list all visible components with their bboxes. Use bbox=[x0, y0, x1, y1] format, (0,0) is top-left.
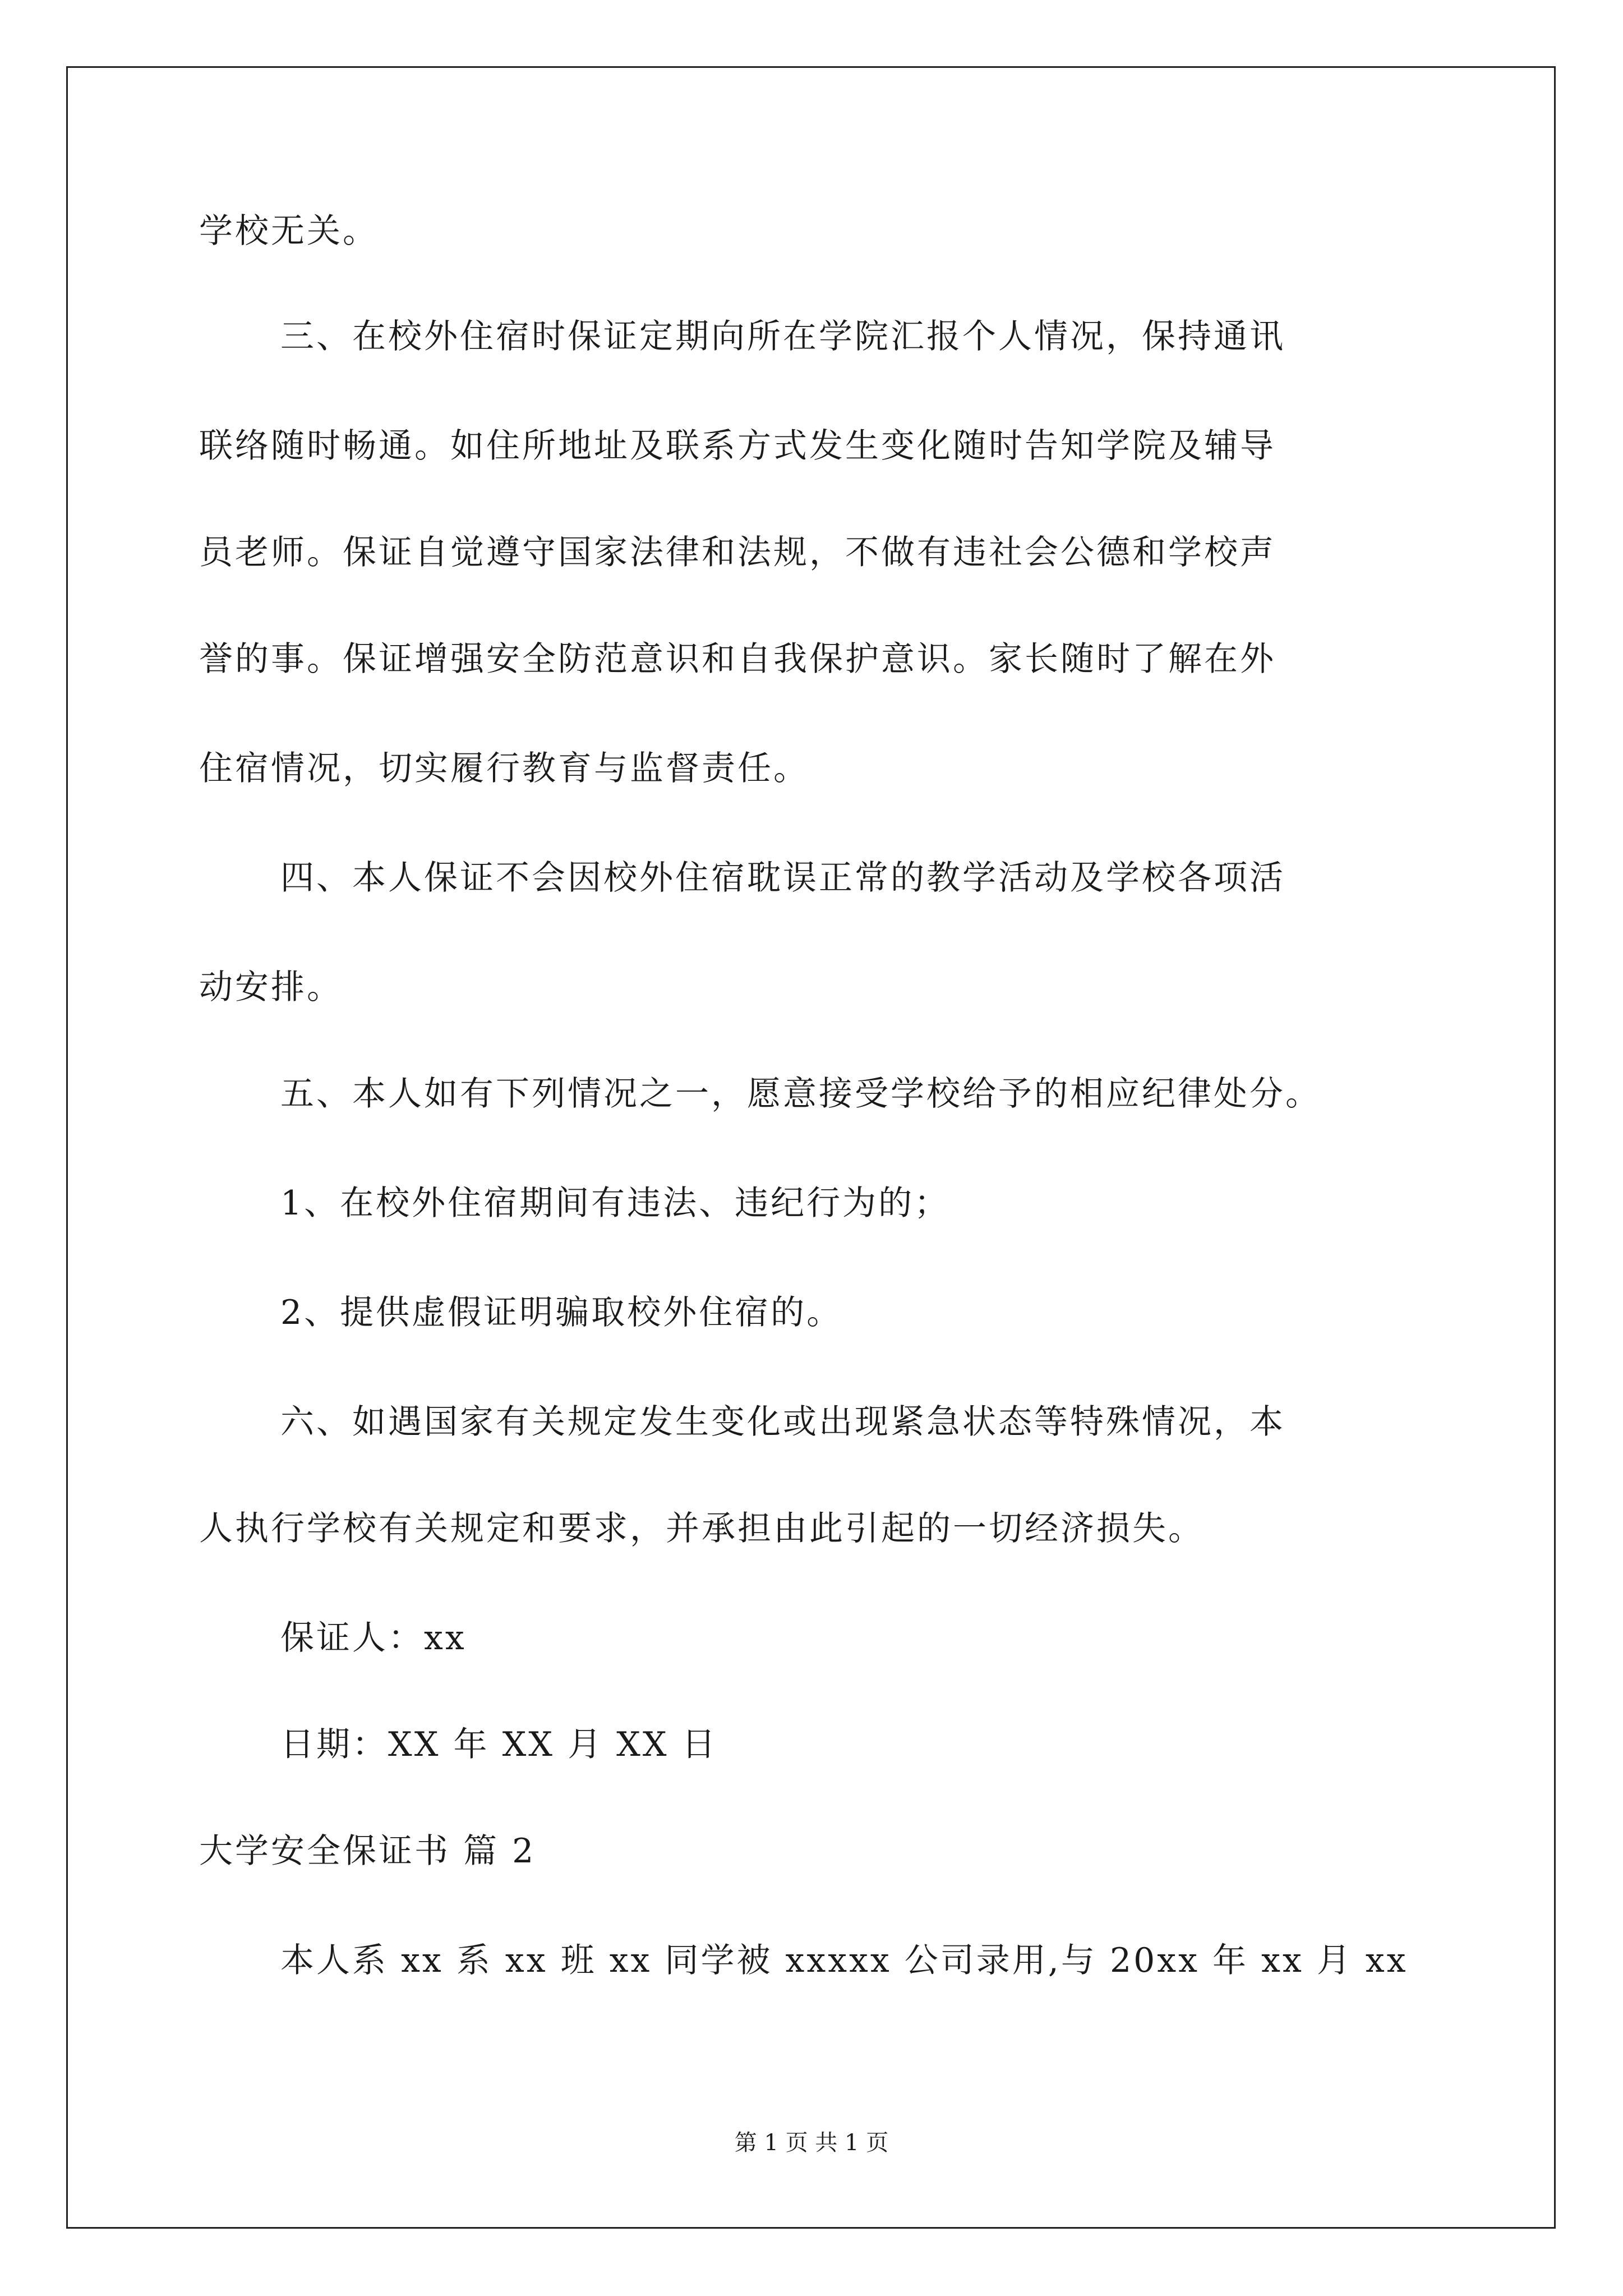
section-heading: 大学安全保证书 篇 2 bbox=[199, 1832, 536, 1871]
paragraph-line-8: 动安排。 bbox=[199, 968, 343, 1007]
paragraph-line-2: 三、在校外住宿时保证定期向所在学院汇报个人情况，保持通讯 bbox=[280, 317, 1285, 356]
guarantor-line: 保证人：xx bbox=[280, 1618, 467, 1658]
paragraph-line-3: 联络随时畅通。如住所地址及联系方式发生变化随时告知学院及辅导 bbox=[199, 426, 1276, 466]
paragraph-line-1: 学校无关。 bbox=[199, 211, 379, 251]
paragraph-line-17: 本人系 xx 系 xx 班 xx 同学被 xxxxx 公司录用,与 20xx 年 xx 月 xx bbox=[280, 1941, 1408, 1980]
date-line: 日期：XX 年 XX 月 XX 日 bbox=[280, 1725, 718, 1764]
paragraph-line-6: 住宿情况，切实履行教育与监督责任。 bbox=[199, 749, 809, 788]
paragraph-line-11: 2、提供虚假证明骗取校外住宿的。 bbox=[280, 1293, 843, 1332]
paragraph-line-7: 四、本人保证不会因校外住宿耽误正常的教学活动及学校各项活 bbox=[280, 858, 1285, 898]
paragraph-line-4: 员老师。保证自觉遵守国家法律和法规，不做有违社会公德和学校声 bbox=[199, 533, 1276, 572]
page-footer: 第 1 页 共 1 页 bbox=[734, 2130, 889, 2156]
paragraph-line-10: 1、在校外住宿期间有违法、违纪行为的； bbox=[280, 1184, 951, 1223]
paragraph-line-9: 五、本人如有下列情况之一，愿意接受学校给予的相应纪律处分。 bbox=[280, 1074, 1321, 1114]
paragraph-line-13: 人执行学校有关规定和要求，并承担由此引起的一切经济损失。 bbox=[199, 1509, 1204, 1548]
paragraph-line-12: 六、如遇国家有关规定发生变化或出现紧急状态等特殊情况，本 bbox=[280, 1402, 1285, 1442]
paragraph-line-5: 誉的事。保证增强安全防范意识和自我保护意识。家长随时了解在外 bbox=[199, 639, 1276, 679]
